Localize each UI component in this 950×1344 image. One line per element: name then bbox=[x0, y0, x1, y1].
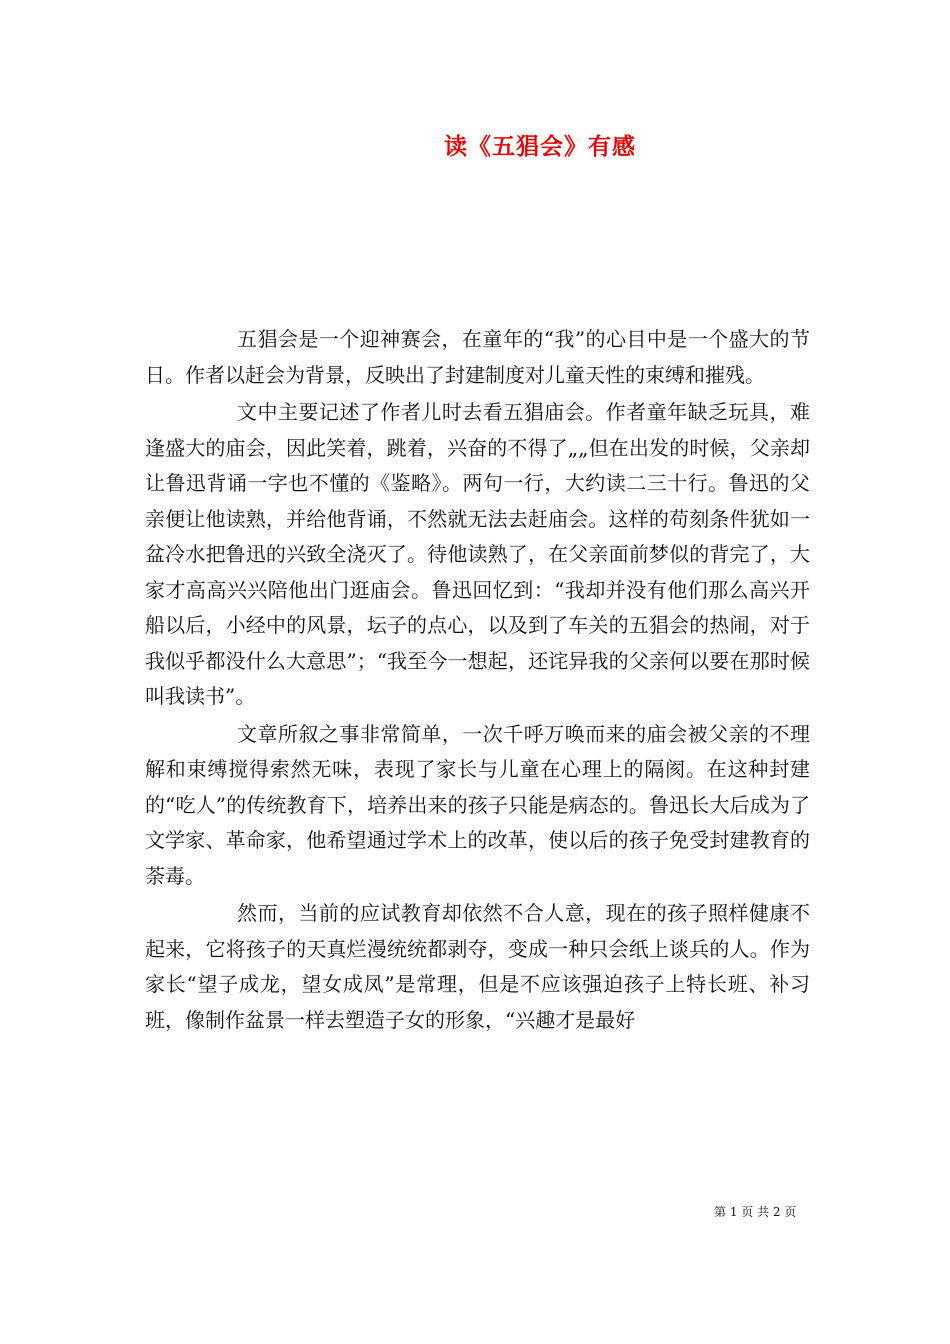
document-body bbox=[145, 322, 810, 1040]
paragraph-4: 然而，当前的应试教育却依然不合人意，现在的孩子照样健康不起来，它将孩子的天真烂漫统统都剥夺，变成一种只会纸上谈兵的人。作为家长“望子成龙，望女成凤”是常理，但是不应该强迫孩子上特长班、补习班，像制作盆景一样去塑造子女的形象，“兴趣才是最好 bbox=[145, 901, 810, 1032]
page-number-footer: 第 1 页 共 2 页 bbox=[714, 1205, 797, 1219]
paragraph-1: 五猖会是一个迎神赛会，在童年的“我”的心目中是一个盛大的节日。作者以赶会为背景，反映出了封建制度对儿童天性的束缚和摧残。 bbox=[145, 327, 810, 387]
document-title: 读《五猖会》有感 bbox=[444, 133, 636, 160]
paragraph-2: 文中主要记述了作者儿时去看五猖庙会。作者童年缺乏玩具，难逢盛大的庙会，因此笑着，跳着，兴奋的不得了„„但在出发的时候，父亲却让鲁迅背诵一字也不懂的《鉴略》。两句一行，大约读二三十行。鲁迅的父亲便让他读熟，并给他背诵，不然就无法去赶庙会。这样的苟刻条件犹如一盆冷水把鲁迅的兴致全浇灭了。待他读熟了，在父亲面前梦似的背完了，大家才高高兴兴陪他出门逛庙会。鲁迅回忆到：“我却并没有他们那么高兴开船以后，小经中的风景，坛子的点心，以及到了车关的五猖会的热闹，对于我似乎都没什么大意思”；“我至今一想起，还诧异我的父亲何以要在那时候叫我读书”。 bbox=[145, 400, 810, 708]
paragraph-3: 文章所叙之事非常简单，一次千呼万唤而来的庙会被父亲的不理解和束缚搅得索然无味，表现了家长与儿童在心理上的隔阂。在这种封建的“吃人”的传统教育下，培养出来的孩子只能是病态的。鲁迅长大后成为了文学家、革命家，他希望通过学术上的改革，使以后的孩子免受封建教育的荼毒。 bbox=[145, 721, 810, 888]
